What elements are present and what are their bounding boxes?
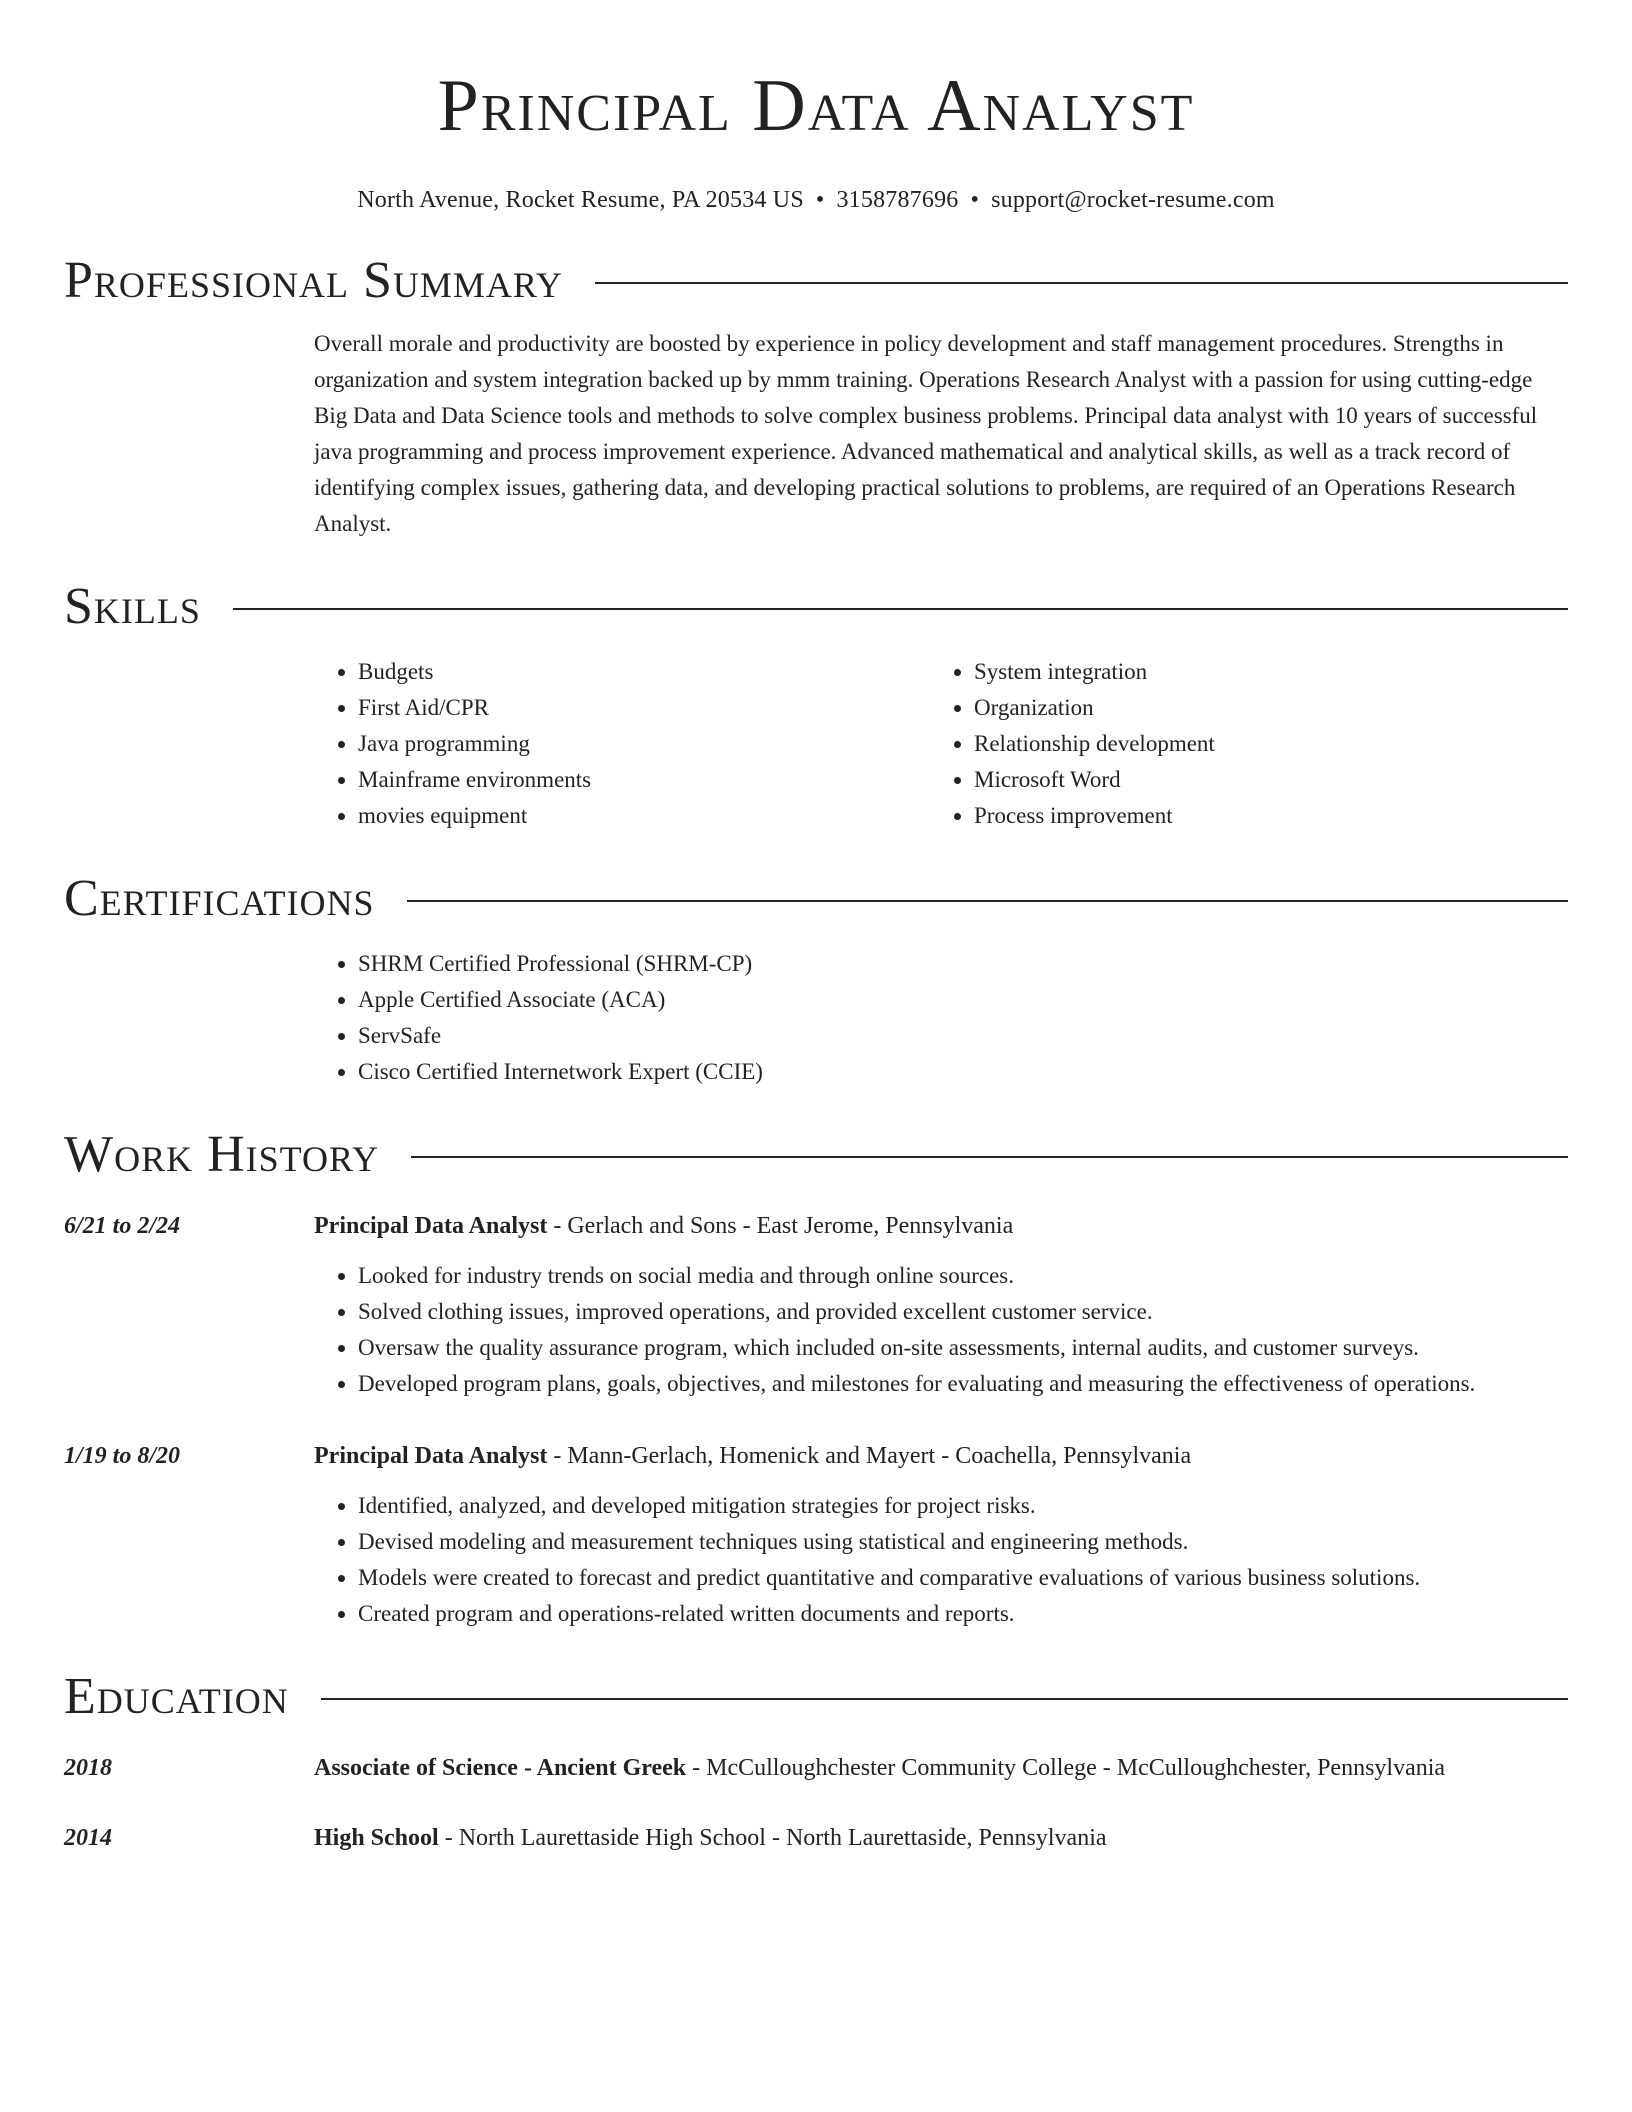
summary-text: Overall morale and productivity are boosted by experience in policy development and staff management procedures. Strengths in organization and system integration backed up by mmm training. Operations Research Analyst with a passion for using cutting-edge Big Data and Data Science tools and methods to solve complex business problems. Principal data analyst with 10 years of successful java programming and process improvement experience. Advanced mathematical and analytical skills, as well as a track record of identifying complex issues, gathering data, and developing practical solutions to problems, are required of an Operations Research Analyst.: [314, 331, 1538, 536]
certifications-section-heading: [64, 868, 1568, 930]
skill-item: • First Aid/CPR: [358, 690, 930, 726]
job-dates: 1/19 to 8/20: [64, 1443, 181, 1469]
section-title: Professional Summary: [64, 252, 563, 309]
contact-phone[interactable]: 3158787696: [836, 187, 959, 213]
job-entry: [64, 1436, 1568, 1632]
contact-address: North Avenue, Rocket Resume, PA 20534 US: [357, 187, 804, 213]
skills-section-heading: [64, 576, 1568, 638]
contact-line: [64, 184, 1568, 216]
job-details: - Mann-Gerlach, Homenick and Mayert - Coachella, Pennsylvania: [547, 1443, 1192, 1469]
skill-item: • movies equipment: [358, 798, 930, 834]
job-header: [64, 1436, 1568, 1476]
job-bullet: • Solved clothing issues, improved operations, and provided excellent customer service.: [358, 1294, 1568, 1330]
section-divider: [321, 1698, 1568, 1700]
job-bullet: • Developed program plans, goals, objectives, and milestones for evaluating and measuring the effectiveness of operations.: [358, 1366, 1568, 1402]
skills-column-right: [930, 654, 1546, 834]
job-bullet: • Oversaw the quality assurance program, which included on-site assessments, internal audits, and customer surveys.: [358, 1330, 1568, 1366]
education-row: [64, 1818, 1568, 1858]
contact-separator: •: [970, 187, 980, 213]
resume-title: Principal Data Analyst: [437, 65, 1195, 147]
summary-section-heading: [64, 250, 1568, 312]
job-details: - Gerlach and Sons - East Jerome, Pennsylvania: [547, 1213, 1014, 1239]
certifications-list: [314, 946, 1568, 1090]
section-divider: [233, 608, 1568, 610]
certification-item: • SHRM Certified Professional (SHRM-CP): [358, 946, 1568, 982]
job-bullet: • Models were created to forecast and predict quantitative and comparative evaluations of various business solutions.: [358, 1560, 1568, 1596]
contact-email[interactable]: support@rocket-resume.com: [991, 187, 1275, 213]
education-details: - McCulloughchester Community College - McCulloughchester, Pennsylvania: [686, 1755, 1446, 1781]
skills-grid: [314, 654, 1568, 834]
section-title: Work History: [64, 1126, 380, 1183]
skills-column-left: [314, 654, 930, 834]
job-heading: [314, 1436, 1191, 1476]
section-title: Education: [64, 1668, 289, 1725]
skill-item: • Process improvement: [974, 798, 1546, 834]
contact-separator: •: [815, 187, 825, 213]
section-title: Certifications: [64, 870, 375, 927]
job-dates: 6/21 to 2/24: [64, 1213, 181, 1239]
certification-item: • Apple Certified Associate (ACA): [358, 982, 1568, 1018]
section-divider: [407, 900, 1568, 902]
job-title: Principal Data Analyst: [314, 1213, 548, 1239]
skill-item: • System integration: [974, 654, 1546, 690]
certification-item: • ServSafe: [358, 1018, 1568, 1054]
education-entry: [64, 1748, 1568, 1788]
job-bullet: • Looked for industry trends on social media and through online sources.: [358, 1258, 1568, 1294]
skill-item: • Java programming: [358, 726, 930, 762]
education-heading: [314, 1748, 1568, 1788]
job-responsibilities: [314, 1258, 1568, 1402]
job-heading: [314, 1206, 1013, 1246]
skill-item: • Relationship development: [974, 726, 1546, 762]
education-section-heading: [64, 1666, 1568, 1728]
job-title: Principal Data Analyst: [314, 1443, 548, 1469]
job-header: [64, 1206, 1568, 1246]
work-history-section-heading: [64, 1124, 1568, 1186]
certification-item: • Cisco Certified Internetwork Expert (CCIE): [358, 1054, 1568, 1090]
job-bullet: • Identified, analyzed, and developed mitigation strategies for project risks.: [358, 1488, 1568, 1524]
education-degree: High School: [314, 1825, 439, 1851]
section-divider: [595, 282, 1568, 284]
education-entry: [64, 1818, 1568, 1858]
section-title: Skills: [64, 578, 201, 635]
job-entry: [64, 1206, 1568, 1402]
education-details: - North Laurettaside High School - North Laurettaside, Pennsylvania: [438, 1825, 1107, 1851]
skill-item: • Budgets: [358, 654, 930, 690]
skill-item: • Organization: [974, 690, 1546, 726]
job-bullet: • Created program and operations-related written documents and reports.: [358, 1596, 1568, 1632]
skill-item: • Mainframe environments: [358, 762, 930, 798]
section-divider: [411, 1156, 1568, 1158]
education-row: [64, 1748, 1568, 1788]
job-bullet: • Devised modeling and measurement techniques using statistical and engineering methods.: [358, 1524, 1568, 1560]
education-year: 2014: [64, 1825, 112, 1851]
skill-item: • Microsoft Word: [974, 762, 1546, 798]
education-heading: [314, 1818, 1568, 1858]
education-degree: Associate of Science - Ancient Greek: [314, 1755, 687, 1781]
job-responsibilities: [314, 1488, 1568, 1632]
education-year: 2018: [64, 1755, 112, 1781]
